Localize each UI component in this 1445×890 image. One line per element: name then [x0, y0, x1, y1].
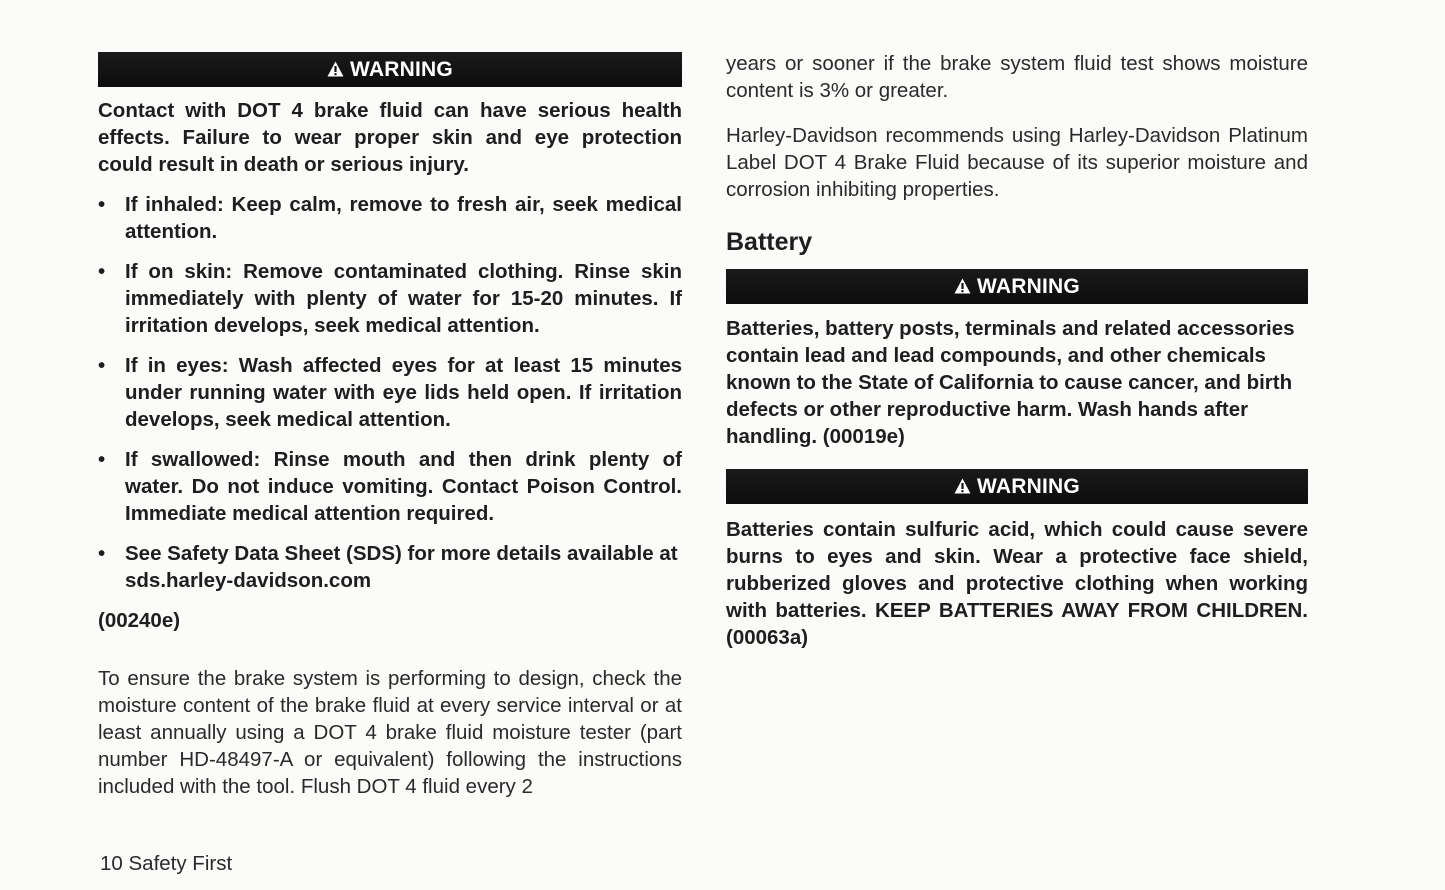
warning-label: WARNING: [977, 474, 1080, 498]
list-item-text: If on skin: Remove contaminated clothing. Rinse skin immediately with plenty of water for 15-20 minutes. If irritation develops, seek medical attention.: [125, 260, 682, 337]
list-item: [98, 258, 682, 339]
battery-acid-warning-text: Batteries contain sulfuric acid, which could cause severe burns to eyes and skin. Wear a protective face shield, rubberized gloves and protective clothing when working with batteries. KEEP BATTERIES AWAY FROM CHILDREN. (00063a): [726, 518, 1308, 649]
list-item-text: See Safety Data Sheet (SDS) for more details available at sds.harley-davidson.com: [125, 542, 678, 592]
list-item-text: If in eyes: Wash affected eyes for at least 15 minutes under running water with eye lids held open. If irritation develops, seek medical attention.: [125, 354, 682, 431]
list-item: [98, 540, 682, 594]
warning-banner-battery-acid: [726, 469, 1308, 504]
list-item: [98, 191, 682, 245]
list-item-text: If swallowed: Rinse mouth and then drink plenty of water. Do not induce vomiting. Contact Poison Control. Immediate medical attention required.: [125, 448, 682, 525]
warning-intro-text: Contact with DOT 4 brake fluid can have serious health effects. Failure to wear proper skin and eye protection could result in death or serious injury.: [98, 99, 682, 176]
warning-triangle-icon: [327, 61, 344, 77]
bullet-icon: •: [98, 542, 106, 565]
battery-lead-warning-text: Batteries, battery posts, terminals and related accessories contain lead and lead compounds, and other chemicals known to the State of California to cause cancer, and birth defects or other reproductive harm. Wash hands after handling. (00019e): [726, 317, 1295, 448]
recommendation-paragraph: Harley-Davidson recommends using Harley-Davidson Platinum Label DOT 4 Brake Fluid because of its superior moisture and corrosion inhibiting properties.: [726, 124, 1308, 201]
list-item: [98, 352, 682, 433]
warning-label: WARNING: [977, 274, 1080, 298]
list-item-text: If inhaled: Keep calm, remove to fresh air, seek medical attention.: [125, 193, 682, 243]
first-aid-list: [98, 191, 682, 594]
right-column: [726, 50, 1308, 651]
list-item: [98, 446, 682, 527]
bullet-icon: •: [98, 260, 106, 283]
warning-banner-brake-fluid: [98, 52, 682, 87]
page-footer: 10 Safety First: [100, 852, 233, 875]
warning-label: WARNING: [350, 57, 453, 81]
warning-banner-battery-lead: [726, 269, 1308, 304]
warning-triangle-icon: [954, 278, 971, 294]
brake-fluid-paragraph: To ensure the brake system is performing to design, check the moisture content of the brake fluid at every service interval or at least annually using a DOT 4 brake fluid moisture tester (part number HD-48497-A or equivalent) following the instructions included with the tool. Flush DOT 4 fluid every 2: [98, 667, 682, 798]
bullet-icon: •: [98, 448, 106, 471]
left-column: [98, 52, 682, 800]
section-title-battery: Battery: [726, 228, 813, 256]
brake-fluid-paragraph-continued: years or sooner if the brake system fluid test shows moisture content is 3% or greater.: [726, 52, 1308, 102]
bullet-icon: •: [98, 354, 106, 377]
bullet-icon: •: [98, 193, 106, 216]
warning-code: (00240e): [98, 609, 181, 632]
warning-triangle-icon: [954, 478, 971, 494]
